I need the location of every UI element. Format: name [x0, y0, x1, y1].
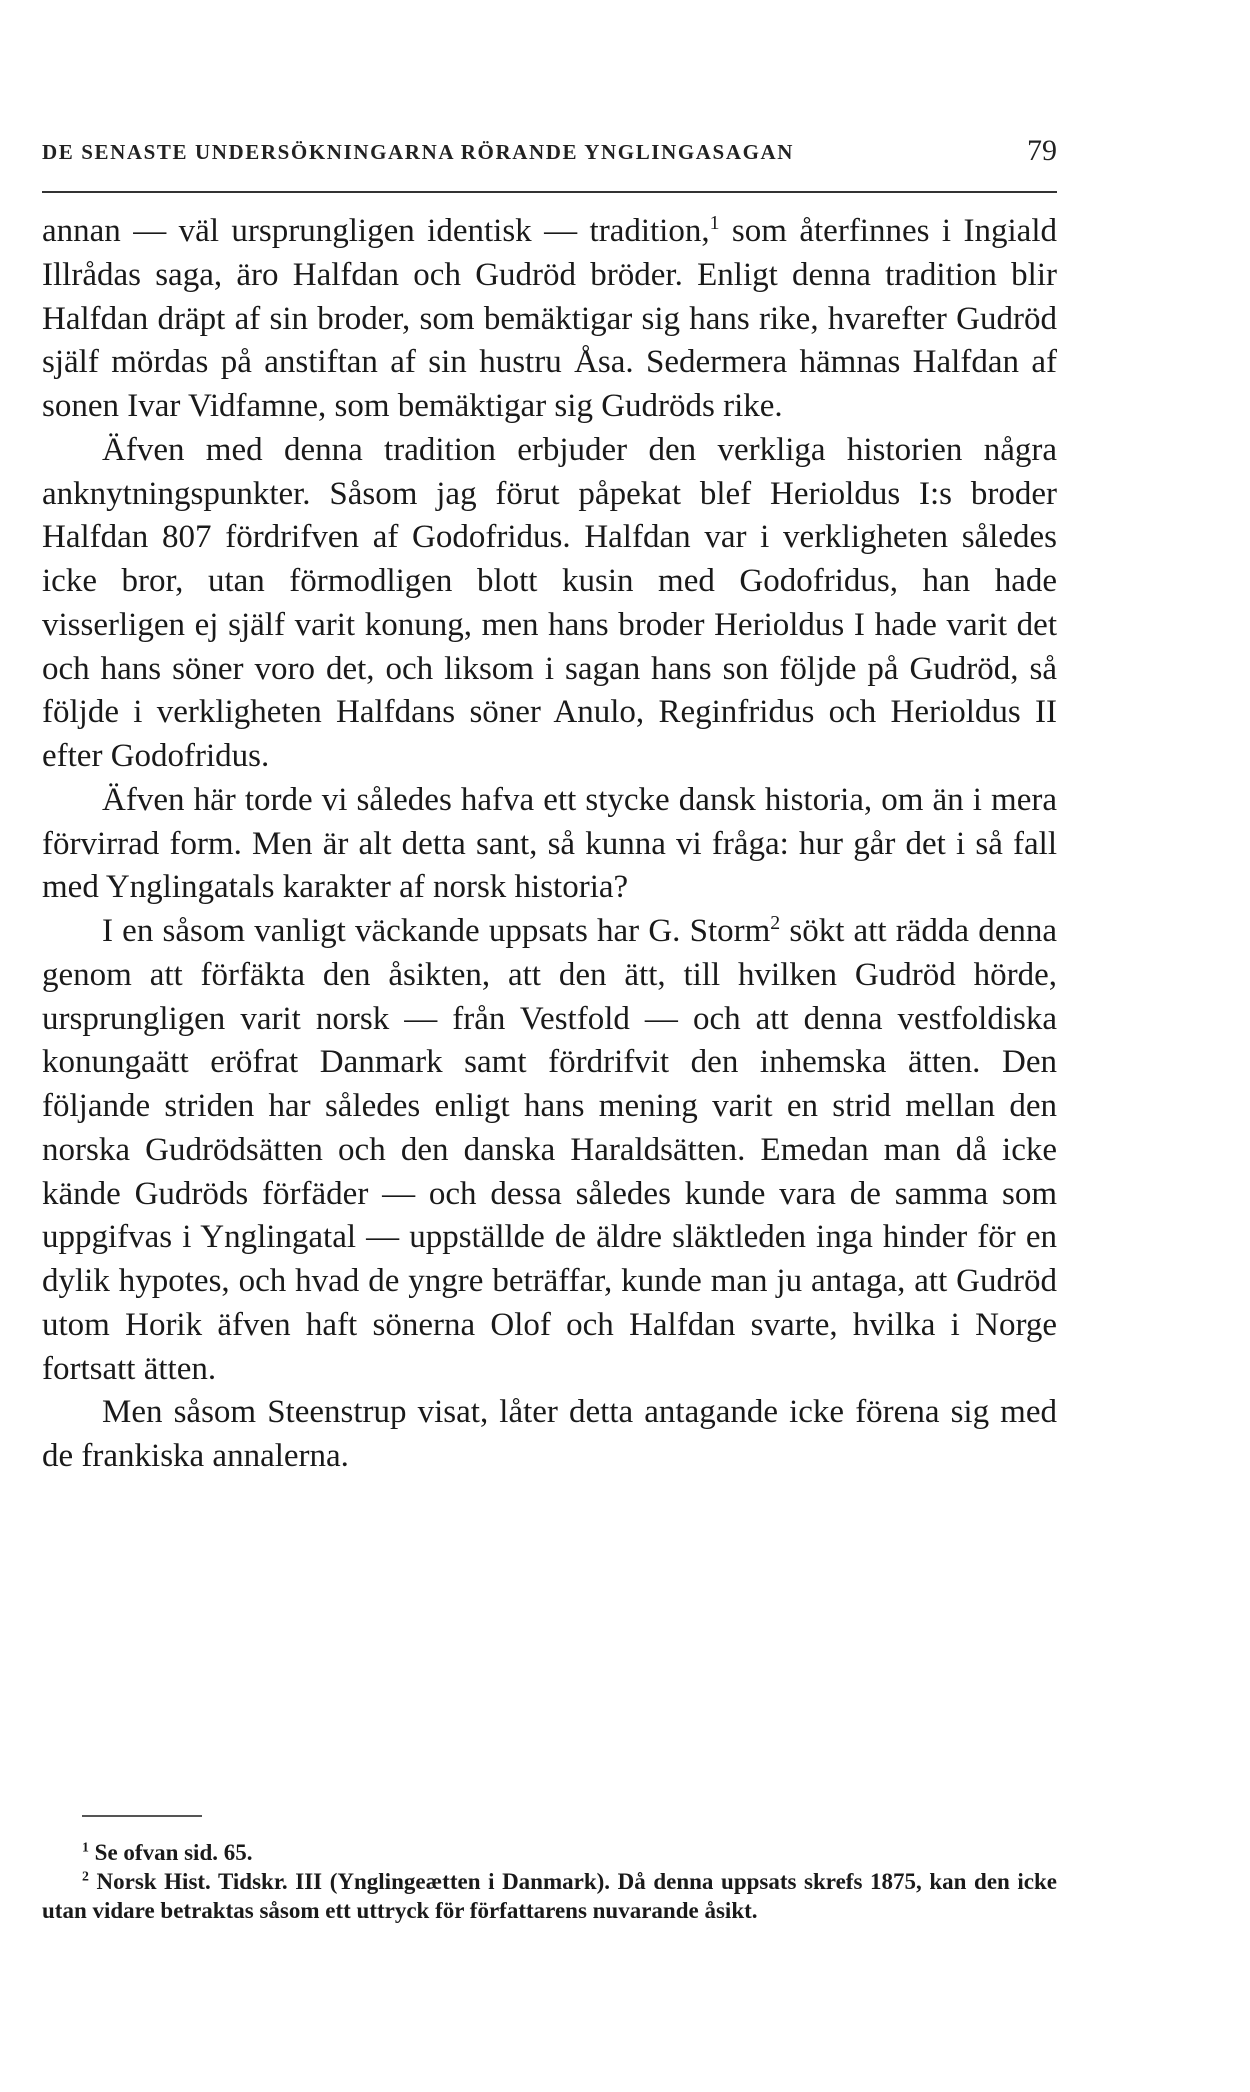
body-text — [42, 210, 1057, 1479]
footnotes — [42, 1838, 1057, 1925]
footnote-text: Se ofvan sid. 65. — [94, 1840, 253, 1865]
paragraph — [42, 910, 1057, 1391]
paragraph-text: sökt att rädda denna genom att förfäkta den åsikten, att den ätt, till hvilken Gudröd hörde, ursprungligen varit norsk — från Vestfold — och att denna vestfoldiska konungaätt eröfrat Danmark samt fördrifvit den inhemska ätten. Den följande striden har således enligt hans mening varit en strid mellan den norska Gudrödsätten och den danska Haraldsätten. Emedan man då icke kände Gudröds förfäder — och dessa således kunde vara de samma som uppgifvas i Ynglingatal — uppställde de äldre släktleden inga hinder för en dylik hypotes, och hvad de yngre beträffar, kunde man ju antaga, att Gudröd utom Horik äfven haft sönerna Olof och Halfdan svarte, hvilka i Norge fortsatt ätten. — [42, 913, 1057, 1387]
header-rule — [42, 191, 1057, 193]
paragraph-text: I en såsom vanligt väckande uppsats har G. Storm — [102, 913, 771, 949]
footnote — [42, 1838, 1057, 1867]
footnote — [42, 1867, 1057, 1925]
footnote-mark: 1 — [82, 1839, 89, 1855]
paragraph-text: som återfinnes i Ingiald Illrådas saga, äro Halfdan och Gudröd bröder. Enligt denna tradition blir Halfdan dräpt af sin broder, som bemäktigar sig hans rike, hvarefter Gudröd själf mördas på anstiftan af sin hustru Åsa. Sedermera hämnas Halfdan af sonen Ivar Vidfamne, som bemäktigar sig Gudröds rike. — [42, 213, 1057, 424]
paragraph: Äfven här torde vi således hafva ett stycke dansk historia, om än i mera förvirrad form. Men är alt detta sant, så kunna vi fråga: hur går det i så fall med Ynglingatals karakter af norsk historia? — [42, 781, 1057, 906]
footnote-ref: 2 — [770, 912, 781, 934]
paragraph: Men såsom Steenstrup visat, låter detta antagande icke förena sig med de frankiska annalerna. — [42, 1394, 1057, 1474]
footnote-rule — [82, 1815, 202, 1817]
paragraph: Äfven med denna tradition erbjuder den verkliga historien några anknytningspunkter. Såsom jag förut påpekat blef Herioldus I:s broder Halfdan 807 fördrifven af Godofridus. Halfdan var i verkligheten således icke bror, utan förmodligen blott kusin med Godofridus, han hade visserligen ej själf varit konung, men hans broder Herioldus I hade varit det och hans söner voro det, och liksom i sagan hans son följde på Gudröd, så följde i verkligheten Halfdans söner Anulo, Reginfridus och Herioldus II efter Godofridus. — [42, 431, 1057, 774]
footnote-text: Norsk Hist. Tidskr. III (Ynglingeætten i Danmark). Då denna uppsats skrefs 1875, kan den icke utan vidare betraktas såsom ett uttryck för författarens nuvarande åsikt. — [42, 1869, 1058, 1923]
footnote-ref: 1 — [709, 212, 720, 234]
paragraph-text: annan — väl ursprungligen identisk — tradition, — [42, 213, 710, 249]
running-title: DE SENASTE UNDERSÖKNINGARNA RÖRANDE YNGLINGASAGAN — [42, 140, 795, 164]
footnote-mark: 2 — [82, 1868, 89, 1884]
running-head — [42, 136, 1057, 176]
page-number: 79 — [1027, 134, 1057, 167]
paragraph — [42, 210, 1057, 429]
